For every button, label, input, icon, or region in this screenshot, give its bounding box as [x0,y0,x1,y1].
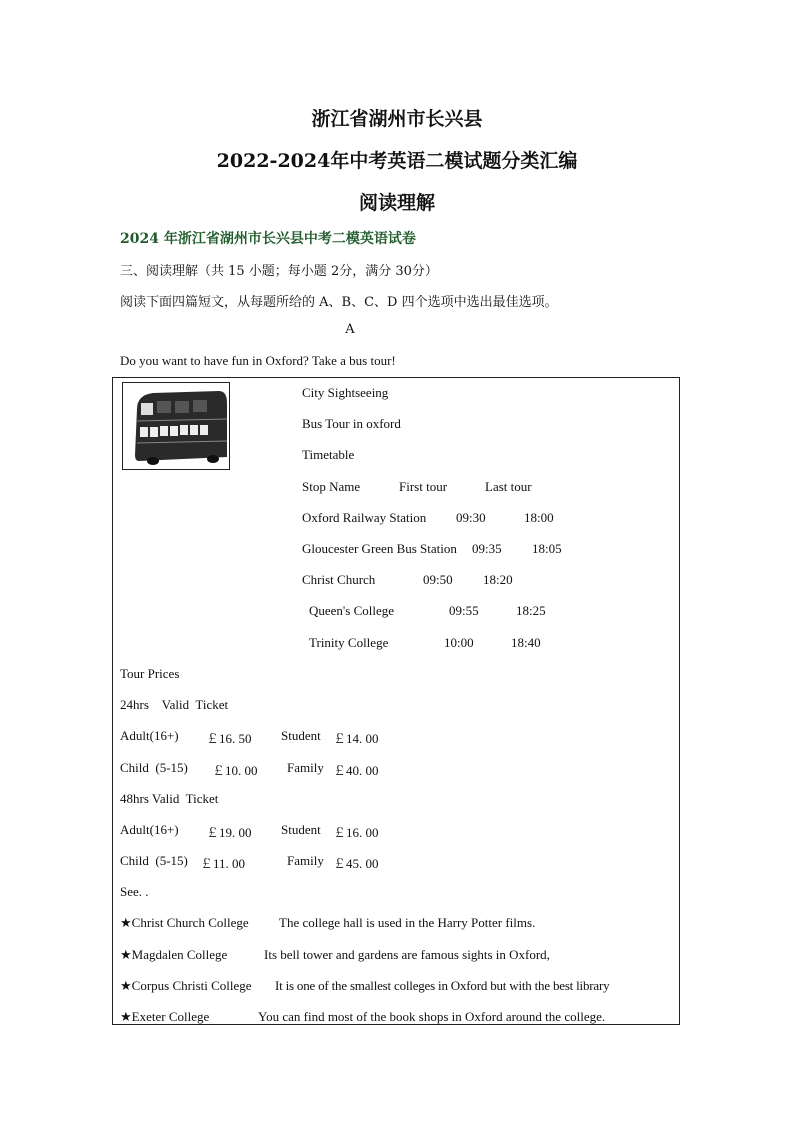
timetable-header-stop: Stop Name [302,479,361,494]
sight-name: ★Christ Church College [120,915,249,930]
timetable-row-first: 09:35 [472,541,502,556]
instruction-part: 三、阅读理解（共 15 小题；每小题 2分，满分 30分） [120,264,438,279]
timetable-row-first: 10:00 [444,635,474,650]
timetable-row-last: 18:40 [511,635,541,650]
timetable-row-stop: Christ Church [302,572,376,587]
box-heading-3: Timetable [302,447,355,462]
ticket48-child-price: ￡11. 00 [200,856,246,871]
sight-desc: Its bell tower and gardens are famous sights in Oxford, [264,947,550,962]
timetable-header-last: Last tour [485,479,532,494]
timetable-row-stop: Trinity College [309,635,389,650]
ticket24-student-label: Student [281,728,321,743]
ticket24-child-label: Child (5-15) [120,760,188,775]
box-heading-2: Bus Tour in oxford [302,416,401,431]
ticket24-label: 24hrs Valid Ticket [120,697,229,712]
ticket48-student-label: Student [281,822,321,837]
ticket48-label: 48hrs Valid Ticket [120,791,219,806]
section-title: 2024 年浙江省湖州市长兴县中考二模英语试卷 [120,231,416,247]
ticket48-child-label: Child (5-15) [120,853,188,868]
ticket24-family-price: ￡40. 00 [333,763,379,778]
timetable-row-stop: Gloucester Green Bus Station [302,541,457,556]
ticket24-adult-label: Adult(16+) [120,728,179,743]
bus-image [122,382,230,470]
doc-title-line1: 浙江省湖州市长兴县 [311,108,483,130]
ticket24-student-price: ￡14. 00 [333,731,379,746]
timetable-row-last: 18:00 [524,510,554,525]
sight-desc: The college hall is used in the Harry Potter films. [279,915,536,930]
passage-label: A [345,322,355,337]
timetable-header-first: First tour [399,479,448,494]
passage-intro: Do you want to have fun in Oxford? Take a bus tour! [120,353,396,368]
timetable-row-last: 18:20 [483,572,513,587]
sight-desc: You can find most of the book shops in Oxford around the college. [258,1009,606,1024]
timetable-row-stop: Queen's College [309,603,395,618]
ticket48-family-price: ￡45. 00 [333,856,379,871]
ticket48-adult-price: ￡19. 00 [206,825,252,840]
timetable-row-stop: Oxford Railway Station [302,510,427,525]
double-decker-bus-icon [123,383,229,469]
timetable-row-last: 18:25 [516,603,546,618]
ticket48-adult-label: Adult(16+) [120,822,179,837]
timetable-row-first: 09:50 [423,572,453,587]
sight-desc: It is one of the smallest colleges in Oxford but with the best library [275,978,610,993]
doc-title-line3: 阅读理解 [358,192,435,214]
prices-heading: Tour Prices [120,666,180,681]
ticket48-family-label: Family [287,853,324,868]
ticket48-student-price: ￡16. 00 [333,825,379,840]
see-label: See. . [120,884,149,899]
ticket24-child-price: ￡10. 00 [212,763,258,778]
ticket24-adult-price: ￡16. 50 [206,731,252,746]
ticket24-family-label: Family [287,760,324,775]
doc-title-line2: 2022-2024年中考英语二模试题分类汇编 [216,150,578,172]
sight-name: ★Magdalen College [120,947,228,962]
box-heading-1: City Sightseeing [302,385,389,400]
timetable-row-first: 09:55 [449,603,479,618]
timetable-row-last: 18:05 [532,541,562,556]
timetable-row-first: 09:30 [456,510,486,525]
sight-name: ★Exeter College [120,1009,210,1024]
sight-name: ★Corpus Christi College [120,978,252,993]
instruction-direction: 阅读下面四篇短文，从每题所给的 A、B、C、D 四个选项中选出最佳选项。 [120,295,558,310]
